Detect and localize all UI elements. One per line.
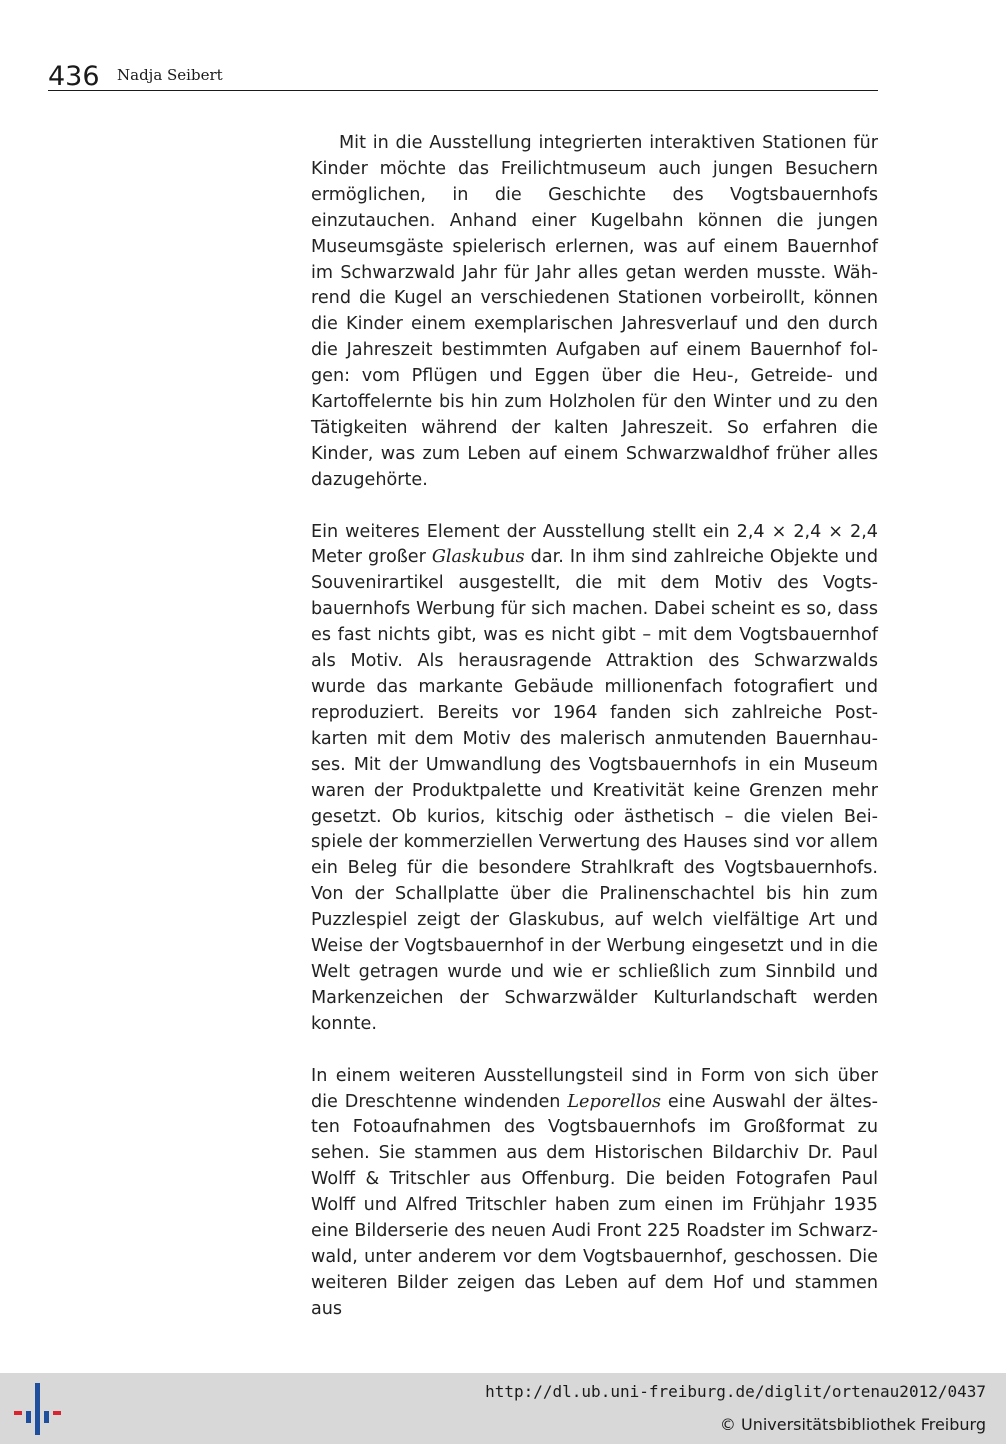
emphasis-term: Leporellos (567, 1091, 662, 1112)
page-number: 436 (48, 61, 100, 92)
paragraph-text: eine Auswahl der ältesten Fotoaufnahmen des Vogtsbauernhofs im Großformat zu sehen. Sie stammen aus dem Historischen Bildarchiv Dr. Paul Wolff & Tritschler aus Offenburg. Die beiden Fotografen Paul Wolff und Alfred Tritschler haben zum einen im Frühjahr 1935 eine Bilderserie des neuen Audi Front 225 Roadster im Schwarzwald, unter anderem vor dem Vogtsbauernhof, geschossen. Die weiteren Bilder zeigen das Leben auf dem Hof und stammen aus (311, 1091, 879, 1319)
author-name: Nadja Seibert (117, 66, 223, 84)
ub-freiburg-logo-icon (14, 1383, 64, 1435)
paragraph-text: In einem weiteren Ausstellungsteil sind in Form von sich über die Dreschtenne windenden (311, 1065, 878, 1112)
copyright-notice: © Universitätsbibliothek Freiburg (719, 1415, 986, 1434)
paragraph (311, 131, 878, 494)
paragraph (311, 520, 878, 1038)
paragraph-text: dar. In ihm sind zahlreiche Objekte und Souvenirartikel ausgestellt, die mit dem Motiv des Vogtsbauernhofs Werbung für sich machen. Dabei scheint es so, dass es fast nichts gibt, was es nicht gibt – mit dem Vogtsbauernhof als Motiv. Als herausragende Attraktion des Schwarzwalds wurde das markante Gebäude millionenfach fotografiert und reproduziert. Bereits vor 1964 fanden sich zahlreiche Postkarten mit dem Motiv des malerisch anmutenden Bauernhauses. Mit der Umwandlung des Vogtsbauernhofs in ein Museum waren der Produktpalette und Kreativität keine Grenzen mehr gesetzt. Ob kurios, kitschig oder ästhetisch – die vielen Beispiele der kommerziellen Verwertung des Hauses sind vor allem ein Beleg für die besondere Strahlkraft des Vogtsbauernhofs. Von der Schallplatte über die Pralinenschachtel bis hin zum Puzzlespiel zeigt der Glaskubus, auf welch vielfältige Art und Weise der Vogtsbauernhof in der Werbung eingesetzt und in die Welt getragen wurde und wie er schließlich zum Sinnbild und Markenzeichen der Schwarzwälder Kulturlandschaft werden konnte. (311, 547, 878, 1034)
emphasis-term: Glaskubus (431, 547, 525, 568)
footer-bar (0, 1373, 1006, 1444)
paragraph-text: Mit in die Ausstellung integrierten interaktiven Stationen für Kinder möchte das Freilichtmuseum auch jungen Besuchern ermöglichen, in die Geschichte des Vogtsbauernhofs einzutauchen. Anhand einer Kugelbahn können die jungen Museumsgäste spielerisch erlernen, was auf einem Bauernhof im Schwarzwald Jahr für Jahr alles getan werden musste. Während die Kugel an verschiedenen Stationen vorbeirollt, können die Kinder einem exemplarischen Jahresverlauf und den durch die Jahreszeit bestimmten Aufgaben auf einem Bauernhof folgen: vom Pflügen und Eggen über die Heu-, Getreide- und Kartoffelernte bis hin zum Holzholen für den Winter und zu den Tätigkeiten während der kalten Jahreszeit. So erfahren die Kinder, was zum Leben auf einem Schwarzwaldhof früher alles dazugehörte. (311, 133, 878, 490)
document-url[interactable]: http://dl.ub.uni-freiburg.de/diglit/ortenau2012/0437 (485, 1382, 986, 1401)
body-text (311, 131, 878, 1323)
paragraph (311, 1064, 878, 1323)
paragraph-text: Ein weiteres Element der Ausstellung stellt ein 2,4 × 2,4 × 2,4 Meter großer (311, 521, 878, 568)
running-header (48, 60, 878, 91)
